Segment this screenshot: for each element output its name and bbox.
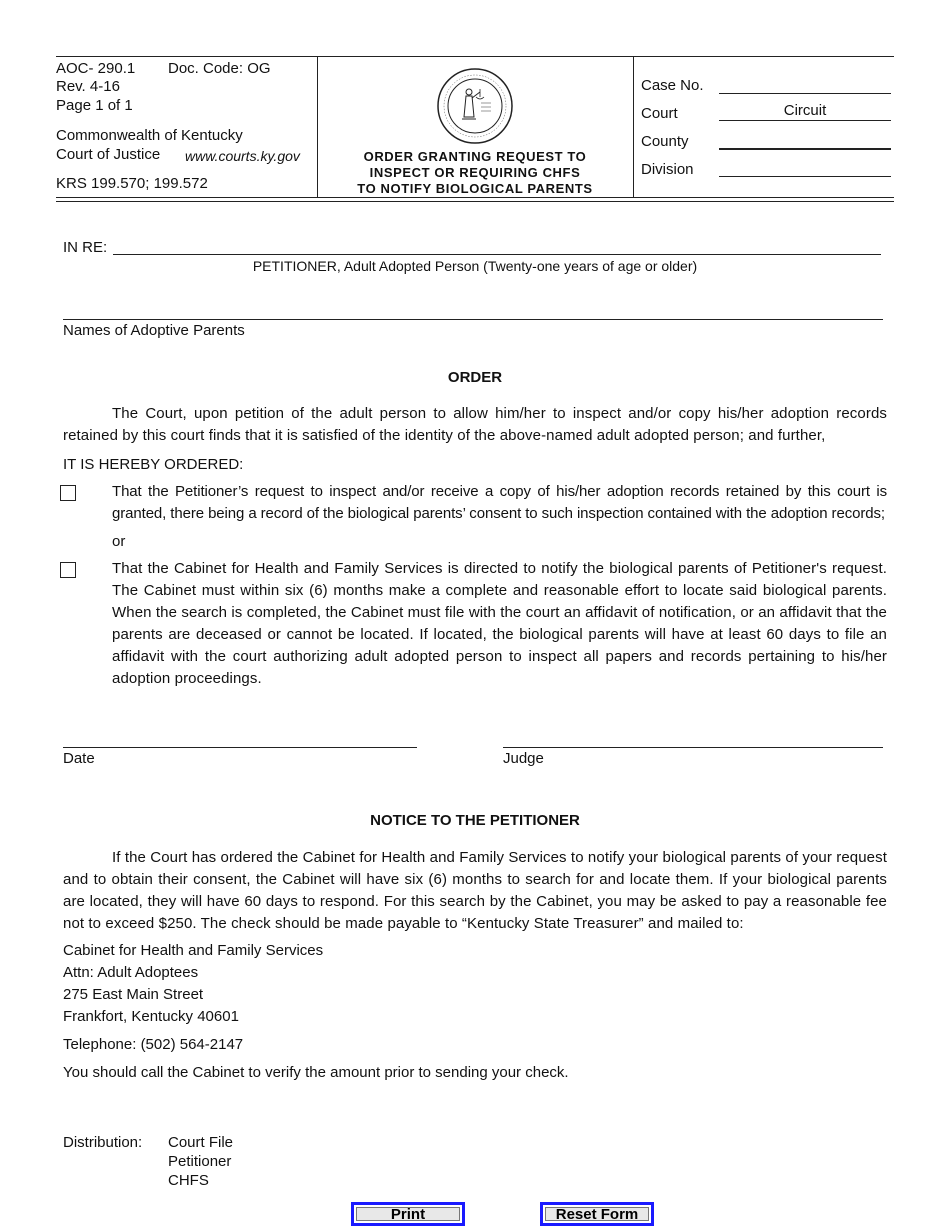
state-name: Commonwealth of Kentucky bbox=[56, 127, 243, 144]
hereby-ordered: IT IS HEREBY ORDERED: bbox=[63, 456, 244, 473]
header-top-rule bbox=[56, 56, 894, 57]
judge-signature-field[interactable] bbox=[503, 729, 883, 748]
form-title-line-2: INSPECT OR REQUIRING CHFS bbox=[369, 165, 581, 180]
county-label: County bbox=[641, 133, 689, 150]
address-line-2: Attn: Adult Adoptees bbox=[63, 964, 199, 981]
page-count: Page 1 of 1 bbox=[56, 97, 133, 114]
judge-label: Judge bbox=[503, 750, 544, 767]
court-label: Court bbox=[641, 105, 678, 122]
form-title-line-3: TO NOTIFY BIOLOGICAL PARENTS bbox=[357, 181, 593, 196]
in-re-label: IN RE: bbox=[63, 239, 108, 256]
or-text: or bbox=[112, 533, 126, 550]
reset-form-button[interactable]: Reset Form bbox=[540, 1202, 654, 1226]
header-divider-right bbox=[633, 56, 634, 198]
telephone: Telephone: (502) 564-2147 bbox=[63, 1036, 244, 1053]
address-line-4: Frankfort, Kentucky 40601 bbox=[63, 1008, 239, 1025]
distribution-item-chfs: CHFS bbox=[168, 1172, 209, 1189]
date-label: Date bbox=[63, 750, 95, 767]
petitioner-name-field[interactable] bbox=[113, 236, 881, 255]
revision: Rev. 4-16 bbox=[56, 78, 120, 95]
verify-note: You should call the Cabinet to verify the amount prior to sending your check. bbox=[63, 1064, 569, 1081]
address-line-3: 275 East Main Street bbox=[63, 986, 204, 1003]
notice-body: If the Court has ordered the Cabinet for Health and Family Services to notify your biological parents of your request and to obtain their consent, the Cabinet will have six (6) months to search for and locate them. If your biological parents are located, they will have 60 days to respond. For this search by the Cabinet, you may be asked to pay a reasonable fee not to exceed $250. The check should be made payable to “Kentucky State Treasurer” and mailed to: bbox=[63, 849, 887, 932]
form-title bbox=[318, 149, 632, 197]
adoptive-parents-caption: Names of Adoptive Parents bbox=[63, 322, 245, 339]
petitioner-caption: PETITIONER, Adult Adopted Person (Twenty-one years of age or older) bbox=[252, 258, 698, 274]
court-field[interactable] bbox=[719, 102, 891, 121]
distribution-label: Distribution: bbox=[63, 1134, 143, 1151]
case-no-label: Case No. bbox=[641, 77, 704, 94]
court-seal-icon bbox=[436, 67, 514, 145]
option-2-checkbox[interactable] bbox=[60, 562, 76, 578]
adoptive-parents-field[interactable] bbox=[63, 301, 883, 320]
doc-code: Doc. Code: OG bbox=[168, 60, 271, 77]
court-of-justice: Court of Justice bbox=[56, 146, 161, 163]
order-intro: The Court, upon petition of the adult person to allow him/her to inspect and/or copy his/her adoption records retained by this court finds that it is satisfied of the identity of the above-named adult adopted person; and further, bbox=[63, 405, 887, 444]
statute-reference: KRS 199.570; 199.572 bbox=[56, 175, 208, 192]
division-field[interactable] bbox=[719, 158, 891, 177]
header-bottom-rule bbox=[56, 197, 894, 198]
address-line-1: Cabinet for Health and Family Services bbox=[63, 942, 324, 959]
form-title-line-1: ORDER GRANTING REQUEST TO bbox=[363, 149, 587, 164]
option-1-text: That the Petitioner’s request to inspect and/or receive a copy of his/her adoption records retained by this court is granted, there being a record of the biological parents’ consent to such inspection contained with the adoption records; bbox=[112, 483, 887, 522]
option-2-text: That the Cabinet for Health and Family Services is directed to notify the biological parents of Petitioner's request. The Cabinet must within six (6) months make a complete and reasonable effort to locate said biological parents. When the search is completed, the Cabinet must file with the court an affidavit of notification, or an affidavit that the parents are deceased or cannot be located. If located, the biological parents will have at least 60 days to file an affidavit with the court authorizing adult adopted person to inspect all papers and records pertaining to his/her adoption proceedings. bbox=[112, 560, 887, 687]
distribution-item-court-file: Court File bbox=[168, 1134, 234, 1151]
order-heading: ORDER bbox=[447, 369, 503, 386]
print-button[interactable]: Print bbox=[351, 1202, 465, 1226]
case-no-field[interactable] bbox=[719, 75, 891, 94]
county-field[interactable] bbox=[719, 130, 891, 150]
form-number: AOC- 290.1 bbox=[56, 60, 136, 77]
option-1-checkbox[interactable] bbox=[60, 485, 76, 501]
court-value: Circuit bbox=[783, 102, 827, 119]
distribution-item-petitioner: Petitioner bbox=[168, 1153, 232, 1170]
website: www.courts.ky.gov bbox=[185, 148, 300, 164]
division-label: Division bbox=[641, 161, 694, 178]
header-bottom-rule-double bbox=[56, 201, 894, 202]
notice-heading: NOTICE TO THE PETITIONER bbox=[370, 812, 580, 829]
date-field[interactable] bbox=[63, 729, 417, 748]
